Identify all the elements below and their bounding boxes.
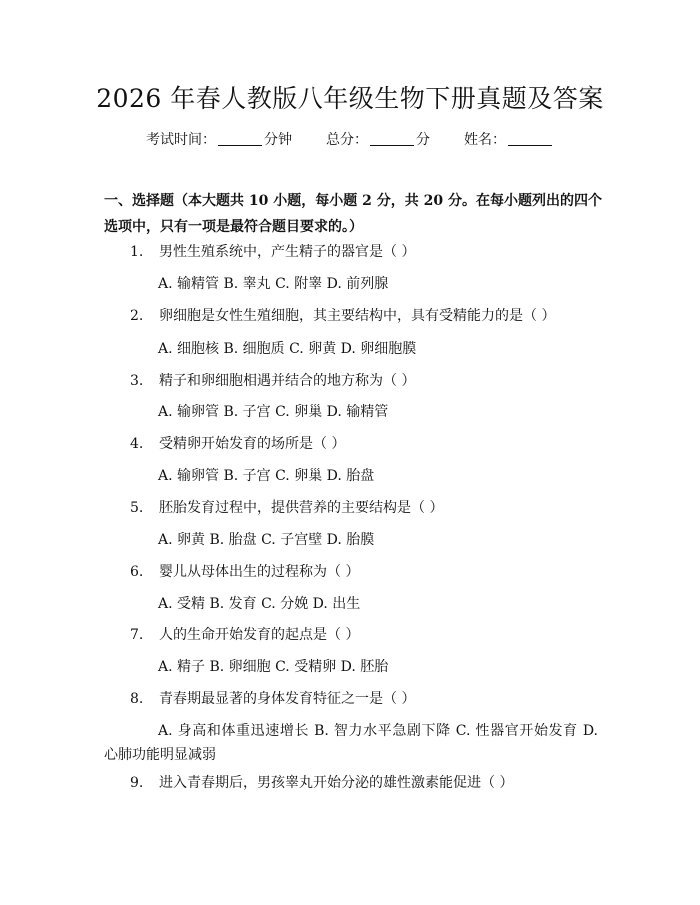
question-number: 3.	[130, 373, 144, 389]
section-heading: 一、选择题（本大题共 10 小题，每小题 2 分，共 20 分。在每小题列出的四个选项中，只有一项是最符合题目要求的。）	[104, 193, 602, 235]
question-text: 进入青春期后，男孩睾丸开始分泌的雄性激素能促进（ ）	[159, 775, 514, 791]
name-blank	[508, 131, 552, 146]
question-8-options: A. 身高和体重迅速增长 B. 智力水平急剧下降 C. 性器官开始发育 D. 心肺功能明显减弱	[104, 723, 598, 763]
time-blank	[218, 131, 262, 146]
question-2-options: A. 细胞核 B. 细胞质 C. 卵黄 D. 卵细胞膜	[158, 341, 417, 357]
name-label: 姓名：	[464, 132, 506, 148]
question-number: 2.	[130, 308, 144, 324]
question-6	[130, 561, 359, 583]
score-blank	[370, 131, 414, 146]
page-title: 2026 年春人教版八年级生物下册真题及答案	[96, 84, 604, 113]
question-number: 1.	[130, 244, 144, 260]
question-2	[130, 305, 555, 327]
question-number: 7.	[130, 627, 144, 643]
question-3	[130, 370, 415, 392]
question-4	[130, 433, 345, 455]
question-text: 卵细胞是女性生殖细胞，其主要结构中，具有受精能力的是（ ）	[159, 308, 556, 324]
question-7-options: A. 精子 B. 卵细胞 C. 受精卵 D. 胚胎	[158, 659, 389, 675]
question-number: 5.	[130, 500, 144, 516]
question-9	[130, 772, 513, 794]
question-8	[130, 688, 415, 710]
question-number: 9.	[130, 775, 144, 791]
time-label: 考试时间：	[146, 132, 216, 148]
question-number: 4.	[130, 436, 144, 452]
question-6-options: A. 受精 B. 发育 C. 分娩 D. 出生	[158, 596, 361, 612]
score-unit: 分	[416, 132, 430, 148]
question-number: 8.	[130, 691, 144, 707]
score-label: 总分：	[326, 132, 368, 148]
question-7	[130, 624, 359, 646]
question-5	[130, 497, 443, 519]
question-1	[130, 241, 415, 263]
time-unit: 分钟	[264, 132, 292, 148]
question-text: 胚胎发育过程中，提供营养的主要结构是（ ）	[159, 500, 444, 516]
question-number: 6.	[130, 564, 144, 580]
question-4-options: A. 输卵管 B. 子宫 C. 卵巢 D. 胎盘	[158, 468, 375, 484]
exam-meta	[0, 129, 700, 151]
question-3-options: A. 输卵管 B. 子宫 C. 卵巢 D. 输精管	[158, 404, 389, 420]
question-text: 受精卵开始发育的场所是（ ）	[159, 436, 346, 452]
question-text: 精子和卵细胞相遇并结合的地方称为（ ）	[159, 373, 416, 389]
question-text: 人的生命开始发育的起点是（ ）	[159, 627, 360, 643]
question-text: 男性生殖系统中，产生精子的器官是（ ）	[159, 244, 416, 260]
question-text: 婴儿从母体出生的过程称为（ ）	[159, 564, 360, 580]
question-5-options: A. 卵黄 B. 胎盘 C. 子宫壁 D. 胎膜	[158, 532, 375, 548]
question-1-options: A. 输精管 B. 睾丸 C. 附睾 D. 前列腺	[158, 276, 389, 292]
question-text: 青春期最显著的身体发育特征之一是（ ）	[159, 691, 416, 707]
